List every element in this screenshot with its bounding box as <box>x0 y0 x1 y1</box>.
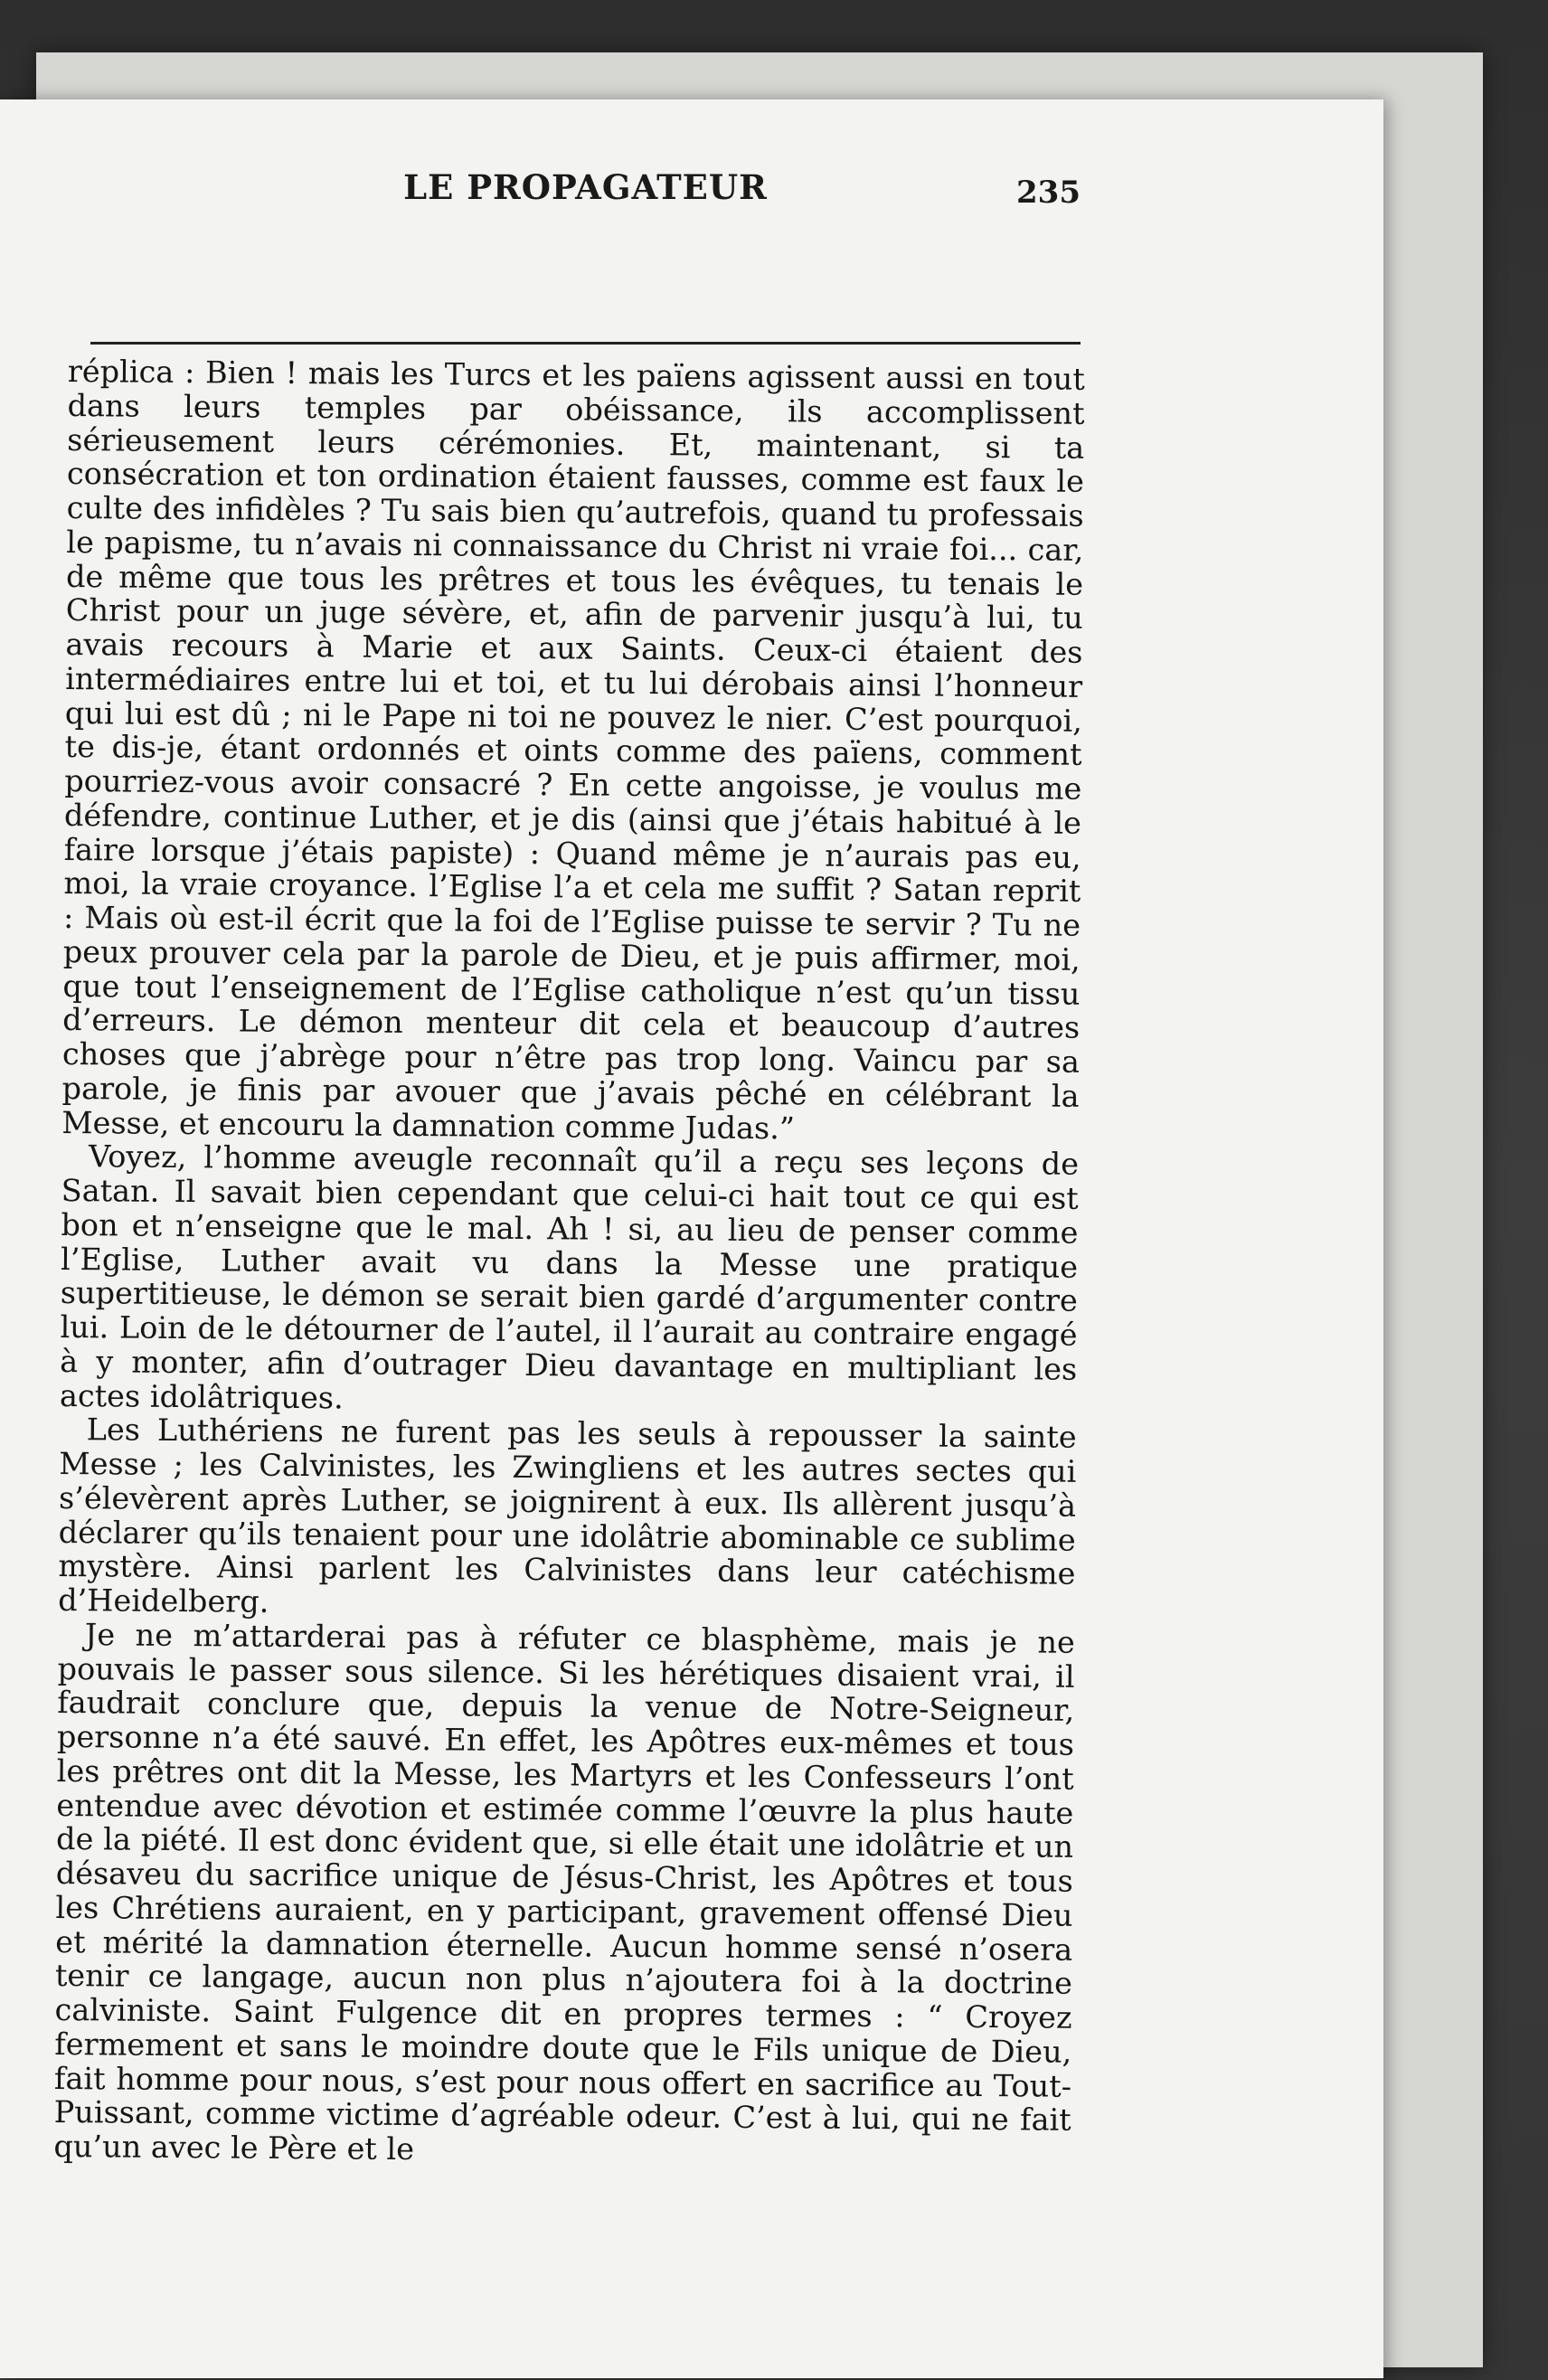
header-rule <box>90 342 1081 345</box>
running-title: LE PROPAGATEUR <box>403 167 768 207</box>
paragraph: Voyez, l’homme aveugle reconnaît qu’il a reçu ses leçons de Satan. Il savait bien cependant que celui-ci hait tout ce qui est bon et n’enseigne que le mal. Ah ! si, au lieu de penser comme l’Eglise, Luther avait vu dans la Messe une pratique supertitieuse, le démon se serait bien gardé d’argumenter contre lui. Loin de le détourner de l’autel, il l’aurait au contraire engagé à y monter, afin d’outrager Dieu davantage en multipliant les actes idolâtriques. <box>59 1138 1080 1415</box>
paragraph: Les Luthériens ne furent pas les seuls à repousser la sainte Messe ; les Calvinistes, les Zwingliens et les autres sectes qui s’élevèrent après Luther, se joignirent à eux. Ils allèrent jusqu’à déclarer qu’ils tenaient pour une idolâtrie abominable ce sublime mystère. Ainsi parlent les Calvinistes dans leur catéchisme d’Heidelberg. <box>58 1412 1077 1620</box>
paragraph: Je ne m’attarderai pas à réfuter ce blasphème, mais je ne pouvais le passer sous silence. Si les hérétiques disaient vrai, il faudrait conclure que, depuis la venue de Notre-Seigneur, personne n’a été sauvé. En effet, les Apôtres eux-mêmes et tous les prêtres ont dit la Messe, les Martyrs et les Confesseurs l’ont entendue avec dévotion et estimée comme l’œuvre la plus haute de la piété. Il est donc évident que, si elle était une idolâtrie et un désaveu du sacrifice unique de Jésus-Christ, les Apôtres et tous les Chrétiens auraient, en y participant, gravement offensé Dieu et mérité la damnation éternelle. Aucun homme sensé n’osera tenir ce langage, aucun non plus n’ajoutera foi à la doctrine calviniste. Saint Fulgence dit en propres termes : “ Croyez fermement et sans le moindre doute que le Fils unique de Dieu, fait homme pour nous, s’est pour nous offert en sacrifice au Tout-Puissant, comme victime d’agréable odeur. C’est à lui, qui ne fait qu’un avec le Père et le <box>53 1616 1076 2168</box>
body-text <box>53 354 1085 2172</box>
page-number: 235 <box>1016 175 1081 211</box>
paragraph: réplica : Bien ! mais les Turcs et les païens agissent aussi en tout dans leurs temples par obéissance, ils accomplissent sérieusement leurs cérémonies. Et, maintenant, si ta consécration et ton ordination étaient fausses, comme est faux le culte des infidèles ? Tu sais bien qu’autrefois, quand tu professais le papisme, tu n’avais ni connaissance du Christ ni vraie foi... car, de même que tous les prêtres et tous les évêques, tu tenais le Christ pour un juge sévère, et, afin de parvenir jusqu’à lui, tu avais recours à Marie et aux Saints. Ceux-ci étaient des intermédiaires entre lui et toi, et tu lui dérobais ainsi l’honneur qui lui est dû ; ni le Pape ni toi ne pouvez le nier. C’est pourquoi, te dis-je, étant ordonnés et oints comme des païens, comment pourriez-vous avoir consacré ? En cette angoisse, je voulus me défendre, continue Luther, et je dis (ainsi que j’étais habitué à le faire lorsque j’étais papiste) : Quand même je n’aurais pas eu, moi, la vraie croyance. l’Eglise l’a et cela me suffit ? Satan reprit : Mais où est-il écrit que la foi de l’Eglise puisse te servir ? Tu ne peux prouver cela par la parole de Dieu, et je puis affirmer, moi, que tout l’enseignement de l’Eglise catholique n’est qu’un tissu d’erreurs. Le démon menteur dit cela et beaucoup d’autres choses que j’abrège pour n’être pas trop long. Vaincu par sa parole, je finis par avouer que j’avais pêché en célébrant la Messe, et encouru la damnation comme Judas.” <box>61 354 1085 1146</box>
page-header <box>90 167 1081 240</box>
